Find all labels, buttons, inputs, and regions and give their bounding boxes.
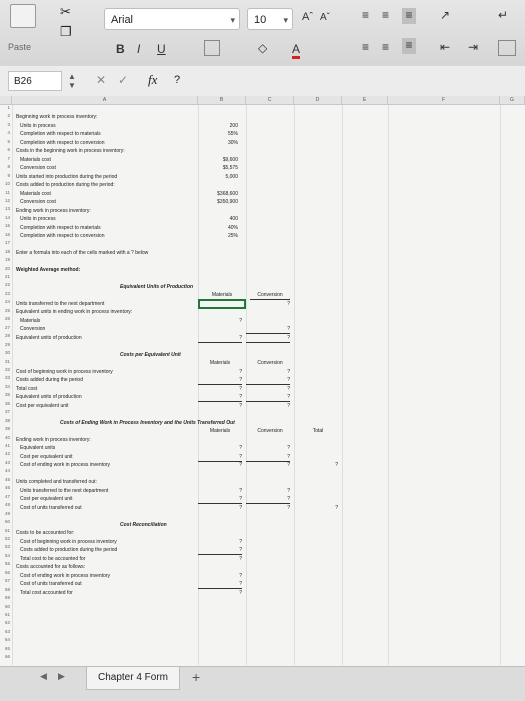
cell-b16[interactable]: 400 <box>229 216 238 222</box>
grow-font-button[interactable]: Aˆ <box>302 11 313 23</box>
row-header[interactable]: 55 <box>4 561 10 567</box>
cell-c36[interactable]: ? <box>287 386 290 392</box>
row-header[interactable]: 52 <box>4 535 10 541</box>
cell-c49[interactable]: ? <box>246 495 290 504</box>
cell-a11[interactable]: Units started into production during the period <box>16 173 118 180</box>
row-header[interactable]: 40 <box>4 434 10 440</box>
tab-chapter-4-form[interactable]: Chapter 4 Form <box>86 667 180 690</box>
row-header[interactable]: 45 <box>4 476 10 482</box>
cell-b25[interactable]: Materials <box>206 291 238 300</box>
font-size-select[interactable]: 10 ▾ <box>247 8 293 30</box>
cell-a40[interactable]: Costs of Ending Work in Process Inventory and the Units Transferred Out <box>60 420 235 426</box>
paste-icon[interactable] <box>10 4 36 28</box>
cell-c34[interactable]: ? <box>287 369 290 375</box>
font-color-button[interactable]: A <box>292 42 300 59</box>
function-icon[interactable]: fx <box>148 72 158 87</box>
row-header[interactable]: 62 <box>4 620 10 626</box>
row-header[interactable]: 57 <box>4 578 10 584</box>
cell-a43[interactable]: Equivalent units <box>20 445 56 451</box>
cell-b44[interactable]: ? <box>198 453 242 462</box>
cell-b41[interactable]: Materials <box>209 428 231 434</box>
row-header[interactable]: 24 <box>4 299 10 305</box>
row-header[interactable]: 42 <box>4 451 10 457</box>
cell-b6[interactable]: 55% <box>227 131 238 137</box>
cell-b60[interactable]: ? <box>239 590 242 596</box>
column-header-b[interactable]: B <box>198 96 246 105</box>
underline-button[interactable]: U <box>157 42 166 56</box>
cell-a38[interactable]: Cost per equivalent unit <box>16 403 69 409</box>
cell-c38[interactable]: ? <box>287 403 290 409</box>
cell-b18[interactable]: 25% <box>227 233 238 239</box>
borders-icon[interactable] <box>204 40 220 56</box>
select-all-corner[interactable] <box>0 96 12 105</box>
copy-icon[interactable]: ❐ <box>60 24 72 39</box>
cell-c25[interactable]: Conversion <box>250 291 290 300</box>
cell-a57[interactable]: Costs accounted for as follows: <box>16 564 86 570</box>
cell-c37[interactable]: ? <box>246 393 290 402</box>
cell-a9[interactable]: Materials cost <box>20 156 51 163</box>
row-header[interactable]: 56 <box>4 569 10 575</box>
row-header[interactable]: 61 <box>4 612 10 617</box>
cell-b54[interactable]: ? <box>239 539 242 545</box>
cell-c35[interactable]: ? <box>246 376 290 385</box>
cell-c43[interactable]: ? <box>287 445 290 451</box>
cell-c50[interactable]: ? <box>287 505 290 511</box>
cell-a53[interactable]: Costs to be accounted for: <box>16 530 75 536</box>
cell-b38[interactable]: ? <box>239 403 242 409</box>
cell-d45[interactable]: ? <box>335 462 338 468</box>
row-header[interactable]: 9 <box>7 172 10 178</box>
cell-b58[interactable]: ? <box>239 573 242 579</box>
row-header[interactable]: 58 <box>4 586 10 592</box>
row-header[interactable]: 51 <box>4 527 10 533</box>
row-header[interactable]: 25 <box>4 307 10 313</box>
bold-button[interactable]: B <box>116 42 125 56</box>
align-bottom-icon[interactable]: ≡ <box>402 8 416 24</box>
cell-a8[interactable]: Costs in the beginning work in process inventory: <box>16 148 125 154</box>
cell-a29[interactable]: Conversion <box>20 326 46 332</box>
next-sheet-icon[interactable]: ▶ <box>58 671 65 681</box>
row-header[interactable]: 20 <box>4 265 10 271</box>
cell-a50[interactable]: Cost of units transferred out <box>20 505 82 511</box>
cell-b50[interactable]: ? <box>239 505 242 511</box>
cell-b59[interactable]: ? <box>198 580 242 589</box>
row-header[interactable]: 14 <box>4 214 10 220</box>
italic-button[interactable]: I <box>137 42 141 56</box>
row-header[interactable]: 23 <box>4 290 10 296</box>
cell-a20[interactable]: Enter a formula into each of the cells marked with a ? below <box>16 250 149 256</box>
cell-a15[interactable]: Ending work in process inventory: <box>16 207 91 214</box>
cell-b35[interactable]: ? <box>198 376 242 385</box>
name-box[interactable]: B26 <box>8 71 62 91</box>
cell-a49[interactable]: Cost per equivalent unit <box>20 496 73 502</box>
cell-a26[interactable]: Units transferred to the next department <box>16 301 105 307</box>
formula-input[interactable]: ? <box>174 74 181 86</box>
cell-a60[interactable]: Total cost accounted for <box>20 590 73 596</box>
row-header[interactable]: 31 <box>4 358 10 364</box>
cell-a37[interactable]: Equivalent units of production <box>16 394 82 400</box>
row-header[interactable]: 2 <box>7 113 10 119</box>
cell-b56[interactable]: ? <box>239 556 242 562</box>
row-header[interactable]: 48 <box>4 502 10 508</box>
row-header[interactable]: 29 <box>4 341 10 347</box>
row-header[interactable]: 7 <box>7 155 10 161</box>
indent-increase-icon[interactable]: ⇥ <box>468 40 479 54</box>
orientation-icon[interactable]: ↗ <box>440 8 451 22</box>
row-header[interactable]: 46 <box>4 485 10 491</box>
cancel-icon[interactable]: ✕ <box>96 73 107 87</box>
row-header[interactable]: 65 <box>4 645 10 651</box>
formula-bar <box>0 66 525 97</box>
cell-b37[interactable]: ? <box>198 393 242 402</box>
row-header[interactable]: 35 <box>4 392 10 398</box>
spreadsheet-grid[interactable] <box>0 96 525 666</box>
cell-b45[interactable]: ? <box>239 462 242 468</box>
cell-b17[interactable]: 40% <box>227 224 238 231</box>
cell-b11[interactable]: 5,000 <box>225 173 238 180</box>
cell-a5[interactable]: Units in process <box>20 122 56 129</box>
row-header[interactable]: 30 <box>4 350 10 356</box>
row-header[interactable]: 59 <box>4 595 10 601</box>
row-header[interactable]: 19 <box>4 257 10 263</box>
row-header[interactable]: 4 <box>7 130 10 136</box>
row-header[interactable]: 26 <box>4 316 10 322</box>
cell-c41[interactable]: Conversion <box>257 428 283 434</box>
cell-a14[interactable]: Conversion cost <box>20 199 56 205</box>
row-header[interactable]: 18 <box>4 248 10 254</box>
cell-b36[interactable]: ? <box>239 386 242 392</box>
cell-b9[interactable]: $9,600 <box>222 156 238 163</box>
row-header[interactable]: 38 <box>4 417 10 423</box>
cell-a4[interactable]: Beginning work in process inventory: <box>16 114 98 120</box>
name-box-stepper-icon[interactable]: ▲ ▼ <box>68 72 76 90</box>
cell-a17[interactable]: Completion with respect to materials <box>20 224 101 231</box>
align-center-icon[interactable]: ≡ <box>382 40 390 54</box>
row-header[interactable]: 49 <box>4 510 10 516</box>
cell-a13[interactable]: Materials cost <box>20 190 51 197</box>
cell-b34[interactable]: ? <box>239 369 242 375</box>
column-header-g[interactable]: G <box>500 96 525 105</box>
row-header[interactable]: 17 <box>4 240 10 246</box>
row-header[interactable]: 44 <box>4 468 10 474</box>
cell-b55[interactable]: ? <box>198 546 242 555</box>
row-header[interactable]: 33 <box>4 375 10 381</box>
cell-a58[interactable]: Cost of ending work in process inventory <box>20 573 111 579</box>
cell-c44[interactable]: ? <box>246 453 290 462</box>
ribbon-toolbar <box>0 0 525 67</box>
cell-a36[interactable]: Total cost <box>16 386 38 392</box>
shrink-font-button[interactable]: Aˇ <box>320 12 330 23</box>
cell-a27[interactable]: Equivalent units in ending work in process inventory: <box>16 309 133 315</box>
cell-b30[interactable]: ? <box>198 334 242 343</box>
cell-a42[interactable]: Ending work in process inventory: <box>16 437 91 443</box>
cell-b43[interactable]: ? <box>239 445 242 451</box>
fill-color-button[interactable]: ◇ <box>258 41 268 55</box>
cell-a52[interactable]: Cost Reconciliation <box>120 522 167 528</box>
row-header[interactable]: 36 <box>4 400 10 406</box>
cell-a6[interactable]: Completion with respect to materials <box>20 131 101 137</box>
row-header[interactable]: 54 <box>4 552 10 558</box>
add-sheet-button[interactable]: + <box>192 669 201 685</box>
column-header-f[interactable]: F <box>388 96 500 105</box>
cell-b14[interactable]: $350,900 <box>217 199 238 205</box>
cell-b28[interactable]: ? <box>239 318 242 324</box>
cell-a59[interactable]: Cost of units transferred out <box>20 581 82 587</box>
cell-c30[interactable]: ? <box>246 334 290 343</box>
cell-b10[interactable]: $5,575 <box>222 165 238 171</box>
row-header[interactable]: 13 <box>4 206 10 212</box>
row-header[interactable]: 10 <box>4 181 10 187</box>
merge-center-icon[interactable] <box>498 40 516 56</box>
row-header[interactable]: 64 <box>4 637 10 643</box>
enter-icon[interactable]: ✓ <box>118 73 129 87</box>
font-name-select[interactable]: Arial ▾ <box>104 8 240 30</box>
row-header[interactable]: 1 <box>7 105 10 110</box>
cell-a22[interactable]: Weighted Average method: <box>16 267 81 273</box>
align-left-icon[interactable]: ≡ <box>362 40 370 54</box>
row-header[interactable]: 32 <box>4 366 10 372</box>
align-top-icon[interactable]: ≡ <box>362 8 370 22</box>
cell-d41[interactable]: Total <box>312 428 324 434</box>
row-header[interactable]: 21 <box>4 274 10 279</box>
row-header[interactable]: 47 <box>4 493 10 499</box>
row-header[interactable]: 60 <box>4 603 10 609</box>
paste-button[interactable]: Paste <box>8 42 32 52</box>
cell-c48[interactable]: ? <box>287 488 290 494</box>
cell-c26[interactable]: ? <box>287 301 290 307</box>
selected-cell-b26[interactable] <box>198 299 246 309</box>
row-header[interactable]: 50 <box>4 519 10 525</box>
row-header[interactable]: 41 <box>4 443 10 448</box>
wrap-text-icon[interactable]: ↵ <box>498 8 509 22</box>
cell-a30[interactable]: Equivalent units of production <box>16 335 82 341</box>
cell-a55[interactable]: Costs added to production during the period <box>20 547 118 553</box>
cell-a24[interactable]: Equivalent Units of Production <box>120 284 194 290</box>
cell-b13[interactable]: $368,600 <box>217 190 238 197</box>
align-middle-icon[interactable]: ≡ <box>382 8 390 22</box>
cell-a16[interactable]: Units in process <box>20 216 56 222</box>
cell-b49[interactable]: ? <box>198 495 242 504</box>
cell-a54[interactable]: Cost of beginning work in process inventory <box>20 539 117 545</box>
row-header[interactable]: 5 <box>7 138 10 144</box>
cell-a47[interactable]: Units completed and transferred out: <box>16 479 97 485</box>
cell-b5[interactable]: 200 <box>229 122 238 129</box>
align-right-icon[interactable]: ≡ <box>402 38 416 54</box>
cell-a7[interactable]: Completion with respect to conversion <box>20 139 105 146</box>
cell-a34[interactable]: Cost of beginning work in process inventory <box>16 369 113 375</box>
cell-a35[interactable]: Costs added during the period <box>16 377 83 383</box>
row-header[interactable]: 16 <box>4 231 10 237</box>
row-header[interactable]: 43 <box>4 459 10 465</box>
row-header[interactable]: 66 <box>4 654 10 660</box>
prev-sheet-icon[interactable]: ◀ <box>40 671 47 681</box>
cell-a28[interactable]: Materials <box>20 318 41 324</box>
row-header[interactable]: 11 <box>5 189 10 195</box>
row-header[interactable]: 22 <box>4 282 10 288</box>
column-header-a[interactable]: A <box>12 96 198 105</box>
cell-a48[interactable]: Units transferred to the next department <box>20 488 109 494</box>
column-header-c[interactable]: C <box>246 96 294 105</box>
cell-b7[interactable]: 30% <box>227 139 238 146</box>
row-header[interactable]: 12 <box>4 197 10 203</box>
row-header[interactable]: 34 <box>4 383 10 389</box>
row-header[interactable]: 8 <box>7 164 10 170</box>
sheet-tab-bar <box>0 666 525 701</box>
cut-icon[interactable]: ✂ <box>60 4 71 19</box>
cell-a18[interactable]: Completion with respect to conversion <box>20 233 105 239</box>
indent-decrease-icon[interactable]: ⇤ <box>440 40 451 54</box>
cell-c29[interactable]: ? <box>246 325 290 334</box>
row-header[interactable]: 39 <box>4 426 10 432</box>
cell-c45[interactable]: ? <box>287 462 290 468</box>
cell-a44[interactable]: Cost per equivalent unit <box>20 454 73 460</box>
cell-b33[interactable]: Materials <box>209 360 231 366</box>
cell-a45[interactable]: Cost of ending work in process inventory <box>20 462 111 468</box>
column-header-e[interactable]: E <box>342 96 388 105</box>
cell-a32[interactable]: Costs per Equivalent Unit <box>120 352 181 358</box>
cell-c33[interactable]: Conversion <box>257 360 283 366</box>
row-header[interactable]: 28 <box>4 333 10 339</box>
cell-a56[interactable]: Total cost to be accounted for <box>20 556 86 562</box>
column-header-d[interactable]: D <box>294 96 342 105</box>
row-header[interactable]: 53 <box>4 544 10 550</box>
cell-b48[interactable]: ? <box>239 488 242 494</box>
row-header[interactable]: 27 <box>4 324 10 330</box>
row-header[interactable]: 3 <box>7 121 10 127</box>
cell-a12[interactable]: Costs added to production during the period: <box>16 182 115 188</box>
row-header[interactable]: 37 <box>4 409 10 415</box>
cell-a10[interactable]: Conversion cost <box>20 165 56 171</box>
row-header[interactable]: 6 <box>7 147 10 153</box>
cell-d50[interactable]: ? <box>335 505 338 511</box>
row-header[interactable]: 63 <box>4 628 10 634</box>
row-header[interactable]: 15 <box>4 223 10 229</box>
